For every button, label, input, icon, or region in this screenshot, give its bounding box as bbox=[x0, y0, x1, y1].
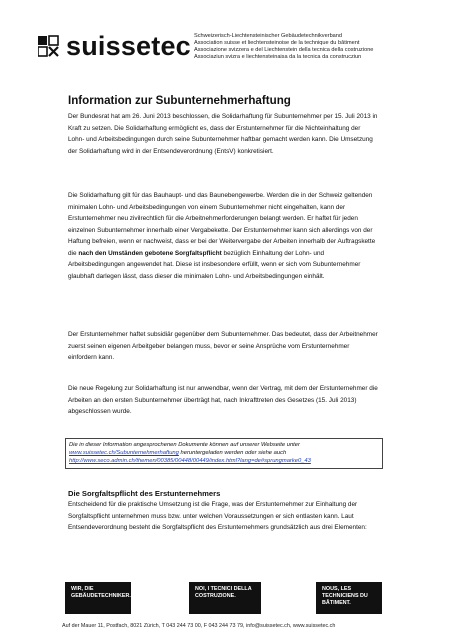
paragraph-solidarhaftung-bold: nach den Umständen gebotene Sorgfaltspflicht bbox=[78, 249, 222, 257]
org-line-fr: Association suisse et liechtensteinoise de la technique du bâtiment bbox=[194, 40, 360, 46]
suissetec-link[interactable]: www.suissetec.ch/Subunternehmerhaftung bbox=[69, 450, 179, 456]
footer-address: Auf der Mauer 11, Postfach, 8021 Zürich, T 043 244 73 00, F 043 244 73 79, info@suissetec.ch, www.suissetec.ch bbox=[62, 623, 336, 629]
page-title: Information zur Subunternehmerhaftung bbox=[68, 94, 291, 107]
paragraph-intro: Der Bundesrat hat am 26. Juni 2013 beschlossen, die Solidarhaftung für Subunternehmer per 15. Juli 2013 in Kraft zu setzen. Die Solidarhaftung ermöglicht es, dass der Erstunternehmer für die Nichteinhaltung der Lohn- und Arbeitsbedingungen durch seine Subunternehmer haftbar gemacht werden kann. Die Umsetzung der Solidarhaftung wird in der Entsendeverordnung (EntsV) konkretisiert. bbox=[68, 113, 378, 155]
badge-italian: NOI, I TECNICI DELLA COSTRUZIONE. bbox=[189, 582, 261, 614]
org-line-de: Schweizerisch-Liechtensteinischer Gebäudetechnikverband bbox=[194, 33, 343, 39]
org-line-it: Associazione svizzera e del Liechtenstein della tecnica della costruzione bbox=[194, 47, 374, 53]
seco-link[interactable]: http://www.seco.admin.ch/themen/00385/00448/00449/index.html?lang=de#sprungmarke0_43 bbox=[69, 458, 311, 464]
note-text-mid: heruntergeladen werden oder siehe auch bbox=[178, 450, 287, 456]
logo-mark-icon bbox=[38, 34, 62, 58]
badge-german: WIR, DIE GEBÄUDETECHNIKER. bbox=[65, 582, 131, 614]
organization-names bbox=[194, 33, 373, 61]
suissetec-logo bbox=[38, 31, 191, 61]
paragraph-anwendbarkeit: Die neue Regelung zur Solidarhaftung ist nur anwendbar, wenn der Vertrag, mit dem der Erstunternehmer die Arbeiten an den ersten Subunternehmer überträgt hat, nach Inkrafttreten des Gesetzes (15. Juli 2013) abgeschlossen wurde. bbox=[68, 385, 378, 415]
paragraph-solidarhaftung bbox=[68, 190, 378, 282]
paragraph-solidarhaftung-part1: Die Solidarhaftung gilt für das Bauhaupt- und das Baunebengewerbe. Werden die in der Schweiz geltenden minimalen Lohn- und Arbeitsbedingungen von einem Subunternehmer nicht eingehalten, kann der Erstunternehmer neu zivilrechtlich für die Arbeitnehmerforderungen belangt werden. Er haftet für jeden einzelnen Subunternehmer innerhalb einer Vergabekette. Der Erstunternehmer kann sich allerdings von der Haftung befreien, wenn er nachweist, dass er bei der Weitervergabe der Arbeiten innerhalb der Auftragskette die bbox=[68, 192, 376, 257]
note-text: Die in dieser Information angesprochenen Dokumente können auf unserer Webseite unter bbox=[69, 442, 300, 448]
org-line-rm: Associaziun svizra e liechtensteinaisa da la tecnica da construcziun bbox=[194, 54, 362, 60]
paragraph-solidarhaftung-part2: bezüglich Einhaltung der Lohn- und Arbeitsbedingungen angewendet hat. Diese ist insbesondere erfüllt, wenn er sich vom Subunternehmer glaubhaft darlegen lässt, dass dieser die minimalen Lohn- und Arbeitsbedingungen einhält. bbox=[68, 249, 361, 280]
logo-wordmark: suissetec bbox=[66, 31, 191, 61]
badge-french: NOUS, LES TECHNICIENS DU BÂTIMENT. bbox=[316, 582, 382, 614]
paragraph-sorgfaltspflicht: Entscheidend für die praktische Umsetzung ist die Frage, was der Erstunternehmer zur Einhaltung der Sorgfaltspflicht unternehmen muss bzw. unter welchen Voraussetzungen er sich entlasten kann. Laut Entsendeverordnung besteht die Sorgfaltspflicht des Erstunternehmers grundsätzlich aus drei Elementen: bbox=[68, 501, 367, 531]
section-heading-sorgfaltspflicht: Die Sorgfaltspflicht des Erstunternehmers bbox=[68, 489, 221, 498]
paragraph-subsidiaer: Der Erstunternehmer haftet subsidiär gegenüber dem Subunternehmer. Das bedeutet, dass der Arbeitnehmer zuerst seinen eigenen Arbeitgeber belangen muss, bevor er seine Ansprüche vom Erstunternehmer einfordern kann. bbox=[68, 331, 378, 361]
documents-note-box bbox=[65, 438, 383, 469]
